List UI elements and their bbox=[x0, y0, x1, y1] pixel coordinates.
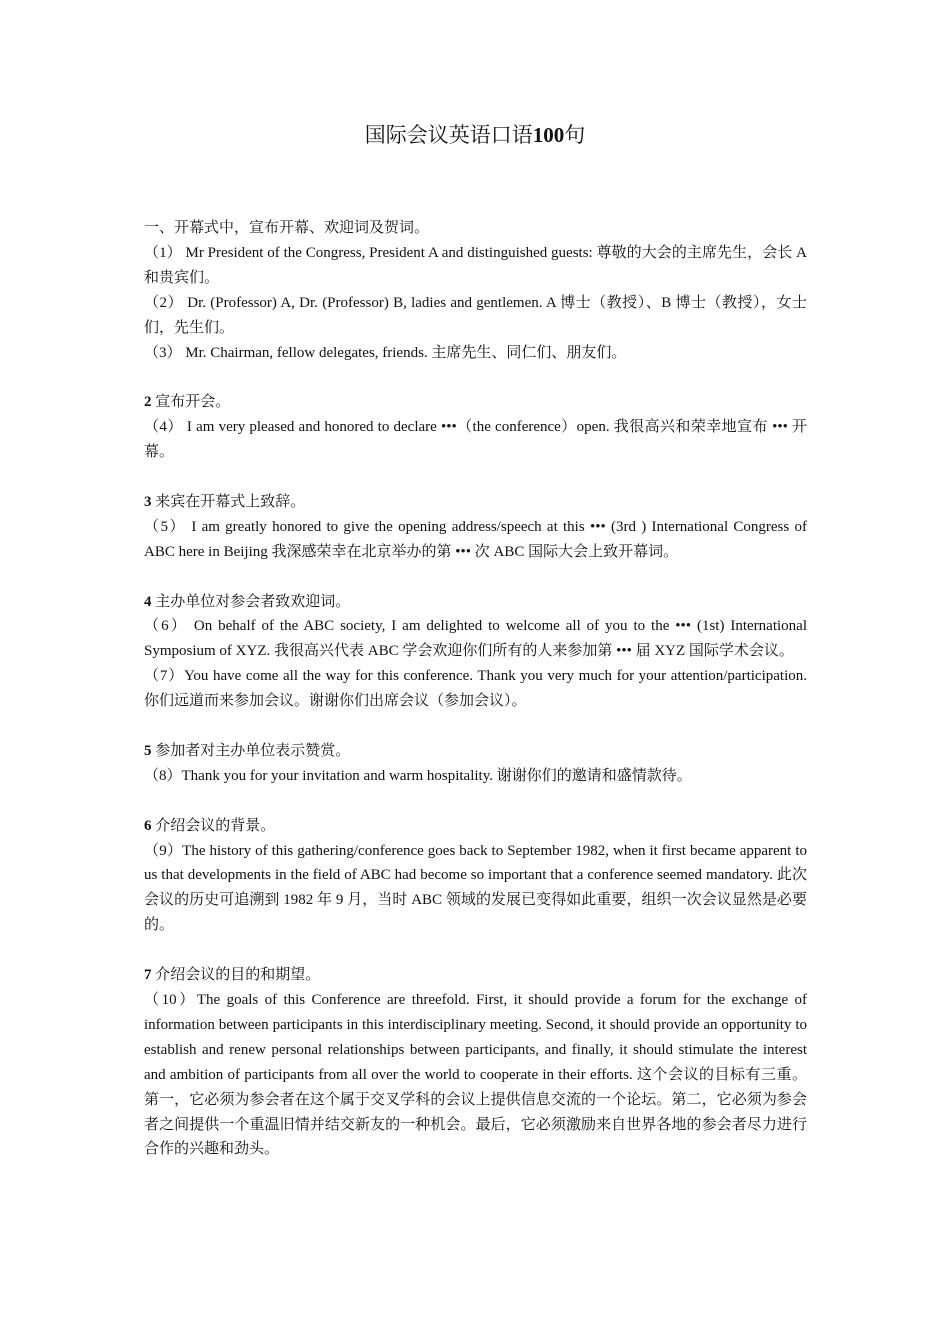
section-heading: 5 参加者对主办单位表示赞赏。 bbox=[144, 742, 351, 759]
paragraph-gap bbox=[144, 365, 807, 390]
section-heading: 4 主办单位对参会者致欢迎词。 bbox=[144, 593, 351, 610]
sentence-item: （1） Mr President of the Congress, President A and distinguished guests: 尊敬的大会的主席先生，会长 A 和贵宾们。 bbox=[144, 244, 807, 286]
document-body bbox=[144, 216, 807, 1162]
paragraph-gap bbox=[144, 789, 807, 814]
section-heading: 7 介绍会议的目的和期望。 bbox=[144, 967, 321, 984]
paragraph-gap bbox=[144, 714, 807, 739]
sentence-item: （3） Mr. Chairman, fellow delegates, friends. 主席先生、同仁们、朋友们。 bbox=[144, 344, 627, 361]
sentence-item: （8）Thank you for your invitation and warm hospitality. 谢谢你们的邀请和盛情款待。 bbox=[144, 767, 692, 784]
sentence-item: （5） I am greatly honored to give the opening address/speech at this ••• (3rd ) International Congress of ABC here in Beijing 我深感荣幸在北京举办的第 ••• 次 ABC 国际大会上致开幕词。 bbox=[144, 518, 807, 560]
sentence-item: （9）The history of this gathering/conference goes back to September 1982, when it first became apparent to us that developments in the field of ABC had become so important that a conference seemed mandatory. 此次会议的历史可追溯到 1982 年 9 月，当时 ABC 领域的发展已变得如此重要，组织一次会议显然是必要的。 bbox=[144, 842, 807, 934]
section-heading: 3 来宾在开幕式上致辞。 bbox=[144, 493, 306, 510]
page-title: 国际会议英语口语100句 bbox=[364, 123, 586, 147]
sentence-item: （10）The goals of this Conference are threefold. First, it should provide a forum for the exchange of information between participants in this interdisciplinary meeting. Second, it should provide an opportunity to establish and renew personal relationships between participants, and finally, it should stimulate the interest and ambition of participants from all over the world to cooperate in their efforts. 这个会议的目标有三重。第一，它必须为参会者在这个属于交叉学科的会议上提供信息交流的一个论坛。第二，它必须为参会者之间提供一个重温旧情并结交新友的一种机会。最后，它必须激励来自世界各地的参会者尽力进行合作的兴趣和劲头。 bbox=[144, 992, 807, 1158]
sentence-item: （7）You have come all the way for this conference. Thank you very much for your attention/participation. 你们远道而来参加会议。谢谢你们出席会议（参加会议）。 bbox=[144, 668, 807, 710]
sentence-item: （4） I am very pleased and honored to declare •••（the conference）open. 我很高兴和荣幸地宣布 ••• 开幕。 bbox=[144, 419, 807, 461]
sentence-item: （2） Dr. (Professor) A, Dr. (Professor) B, ladies and gentlemen. A 博士（教授）、B 博士（教授），女士们，先生们。 bbox=[144, 294, 807, 336]
paragraph-gap bbox=[144, 465, 807, 490]
paragraph-gap bbox=[144, 938, 807, 963]
paragraph-gap bbox=[144, 565, 807, 590]
section-heading: 6 介绍会议的背景。 bbox=[144, 817, 276, 834]
sentence-item: （6） On behalf of the ABC society, I am delighted to welcome all of you to the ••• (1st) International Symposium of XYZ. 我很高兴代表 ABC 学会欢迎你们所有的人来参加第 ••• 届 XYZ 国际学术会议。 bbox=[144, 618, 807, 660]
section-heading: 一、开幕式中，宣布开幕、欢迎词及贺词。 bbox=[144, 220, 430, 236]
section-heading: 2 宣布开会。 bbox=[144, 394, 231, 411]
